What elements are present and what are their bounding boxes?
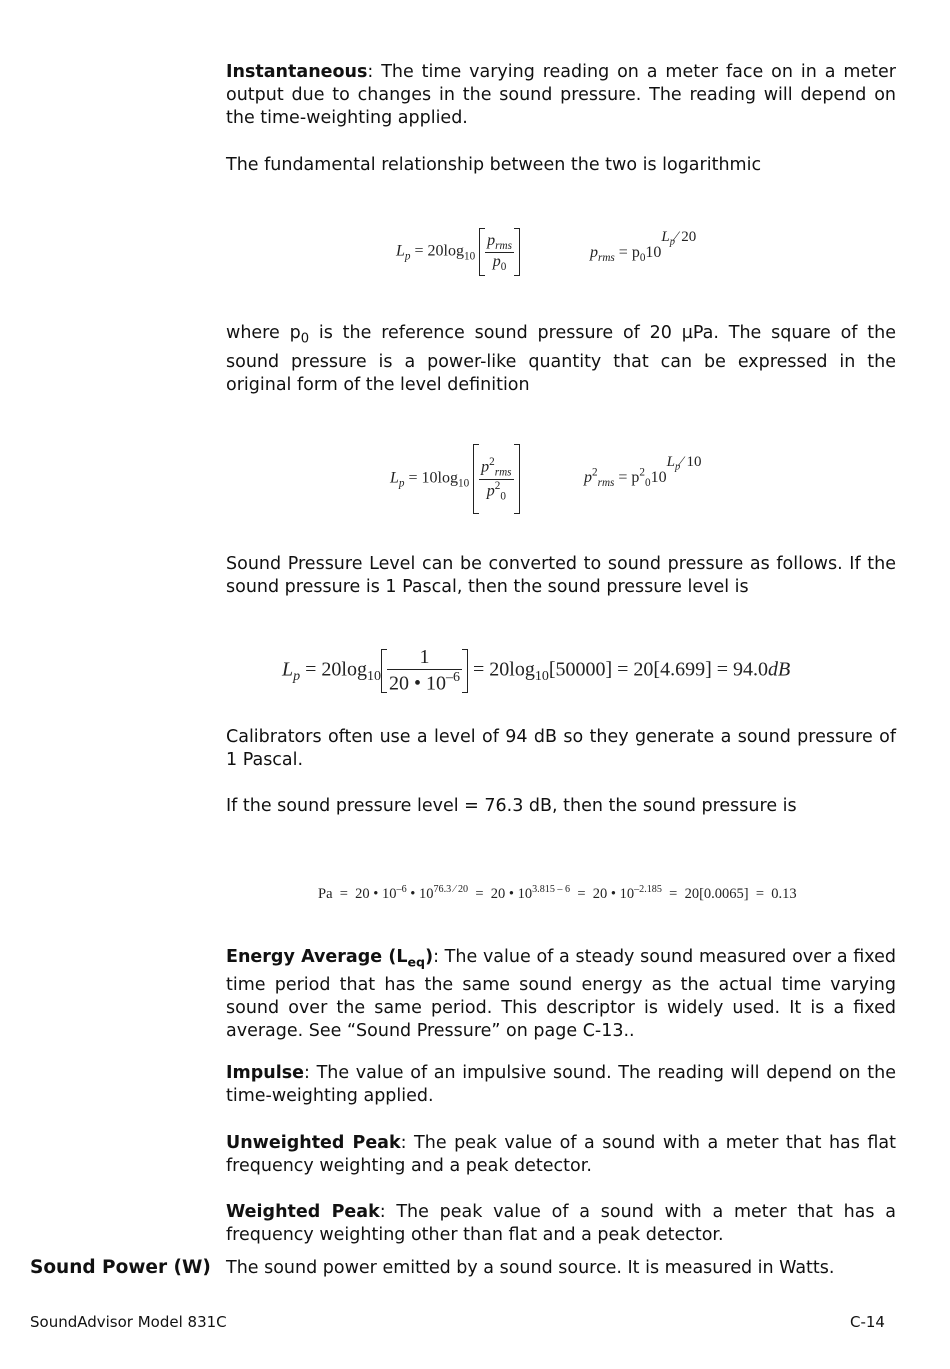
eq4-c: = 20 • 10	[468, 886, 533, 903]
energy-text: : The value of a steady sound measured over a fixed time period that has the same sound energy as the actual time varying sound over the same period. This descriptor is widely used. It is a fixed average. See “Sound Pressure” on page C-13..	[226, 947, 896, 1041]
eq4-e: = 20[0.0065] = 0.13	[661, 886, 797, 903]
eq1-num: p	[487, 231, 496, 249]
eq2-lp-sub: p	[398, 477, 405, 490]
eq3-den: 20 • 10	[388, 672, 446, 695]
eq2-exp-tail: ⁄ 10	[680, 453, 702, 470]
eq2-den: p	[486, 482, 495, 500]
eq1-den-sub: 0	[500, 260, 507, 273]
eq2-prms: p	[584, 468, 592, 486]
eq1-lp: L	[396, 242, 405, 260]
equation-1-left	[396, 228, 520, 276]
text-instantaneous: : The time varying reading on a meter face on in a meter output due to changes in the sound pressure. The reading will depend on the time-weighting applied.	[226, 62, 896, 128]
equation-2-right	[584, 452, 702, 489]
eq3-bracket-right	[462, 649, 468, 693]
term-instantaneous: Instantaneous	[226, 62, 368, 82]
eq4-a-sup: –6	[396, 884, 407, 895]
eq4-d-sup: –2.185	[634, 884, 662, 895]
term-unweighted-peak: Unweighted Peak	[226, 1133, 401, 1153]
energy-close: )	[425, 947, 434, 967]
eq4-a: Pa = 20 • 10	[318, 886, 397, 903]
paragraph-sound-power: The sound power emitted by a sound source. It is measured in Watts.	[226, 1258, 835, 1278]
eq3-den-sup: –6	[445, 670, 460, 685]
eq4-c-sup: 3.815 – 6	[532, 884, 571, 895]
energy-term: Energy Average (L	[226, 947, 408, 967]
eq3-rest-sub: 10	[534, 669, 549, 685]
eq1-bracket-right	[514, 228, 520, 276]
eq2-prms-sup: 2	[592, 466, 598, 478]
paragraph-weighted-peak	[226, 1201, 896, 1247]
paragraph-where	[226, 322, 896, 397]
eq1-right-eq: = p	[618, 244, 640, 261]
eq2-num-sub: rms	[494, 466, 512, 479]
eq2-num-sup: 2	[489, 455, 495, 468]
eq1-exp-tail: ⁄ 20	[675, 229, 697, 245]
eq2-den-sub: 0	[500, 490, 506, 503]
eq2-p0-sup: 2	[639, 466, 646, 478]
eq1-prms: p	[590, 244, 598, 261]
where-sub: 0	[300, 331, 310, 347]
impulse-text: : The value of an impulsive sound. The reading will depend on the time-weighting applied.	[226, 1063, 896, 1106]
term-weighted-peak: Weighted Peak	[226, 1202, 380, 1222]
paragraph-if-level: If the sound pressure level = 76.3 dB, then the sound pressure is	[226, 796, 797, 816]
eq1-prms-sub: rms	[598, 251, 615, 264]
where-text: is the reference sound pressure of 20 µPa. The square of the sound pressure is a power-like quantity that can be expressed in the original form of the level definition	[226, 323, 896, 395]
eq2-p0-sub: 0	[645, 476, 651, 489]
eq3-lp-sub: p	[293, 669, 301, 685]
term-energy-average	[226, 947, 434, 970]
eq1-lp-sub: p	[404, 250, 411, 263]
unweighted-text: : The peak value of a sound with a meter that has flat frequency weighting and a peak detector.	[226, 1133, 896, 1176]
heading-sound-power: Sound Power (W)	[30, 1257, 211, 1278]
eq2-fraction	[479, 456, 513, 502]
eq3-coef: = 20log	[305, 658, 367, 681]
eq1-p0-sub: 0	[639, 251, 646, 264]
weighted-text: : The peak value of a sound with a meter that has a frequency weighting other than flat and a peak detector.	[226, 1202, 897, 1245]
eq1-fraction	[485, 232, 514, 273]
eq3-num: 1	[387, 646, 462, 670]
paragraph-convert: Sound Pressure Level can be converted to sound pressure as follows. If the sound pressure is 1 Pascal, then the sound pressure level is	[226, 554, 896, 597]
eq2-prms-sub: rms	[597, 476, 615, 489]
paragraph-instantaneous	[226, 61, 896, 130]
equation-1-right	[590, 229, 697, 264]
eq4-b: • 10	[406, 886, 434, 903]
eq3-log-sub: 10	[366, 669, 381, 685]
eq3-unit: dB	[768, 658, 791, 681]
eq2-right-eq: = p	[618, 468, 640, 486]
equation-4	[318, 884, 797, 903]
eq1-exp-sub: p	[669, 236, 676, 248]
energy-sub: eq	[407, 954, 426, 970]
eq1-exp-l: L	[661, 229, 670, 245]
eq1-ten: 10	[645, 244, 662, 261]
paragraph-unweighted-peak	[226, 1132, 896, 1178]
eq2-ten: 10	[650, 468, 667, 486]
eq2-lp: L	[390, 469, 399, 487]
eq3-lp: L	[282, 658, 294, 681]
eq1-log-sub: 10	[463, 250, 476, 263]
paragraph-energy-average	[226, 946, 896, 1043]
eq2-exp-l: L	[666, 453, 675, 470]
eq2-den-sup: 2	[494, 479, 501, 492]
eq2-num: p	[481, 458, 490, 476]
eq2-bracket-right	[514, 444, 520, 514]
paragraph-impulse	[226, 1062, 896, 1108]
where-prefix: where p	[226, 323, 301, 343]
equation-2-left	[390, 444, 520, 514]
footer-title: SoundAdvisor Model 831C	[30, 1313, 227, 1331]
eq3-tail: [50000] = 20[4.699] = 94.0	[548, 658, 769, 681]
footer-page-number: C-14	[850, 1313, 885, 1331]
eq4-b-sup: 76.3 ⁄ 20	[433, 884, 469, 895]
term-impulse: Impulse	[226, 1063, 305, 1083]
eq3-fraction	[387, 646, 462, 695]
equation-3	[282, 646, 790, 695]
eq4-d: = 20 • 10	[570, 886, 635, 903]
paragraph-fundamental: The fundamental relationship between the two is logarithmic	[226, 155, 762, 175]
eq1-den: p	[492, 252, 501, 270]
eq2-coef: = 10log	[408, 469, 458, 487]
eq3-rest: = 20log	[472, 658, 535, 681]
eq2-log-sub: 10	[457, 477, 470, 490]
eq1-coef: = 20log	[414, 242, 464, 260]
paragraph-calibrators: Calibrators often use a level of 94 dB so they generate a sound pressure of 1 Pascal.	[226, 727, 896, 770]
eq2-exp-sub: p	[674, 461, 681, 473]
eq1-num-sub: rms	[495, 239, 512, 252]
